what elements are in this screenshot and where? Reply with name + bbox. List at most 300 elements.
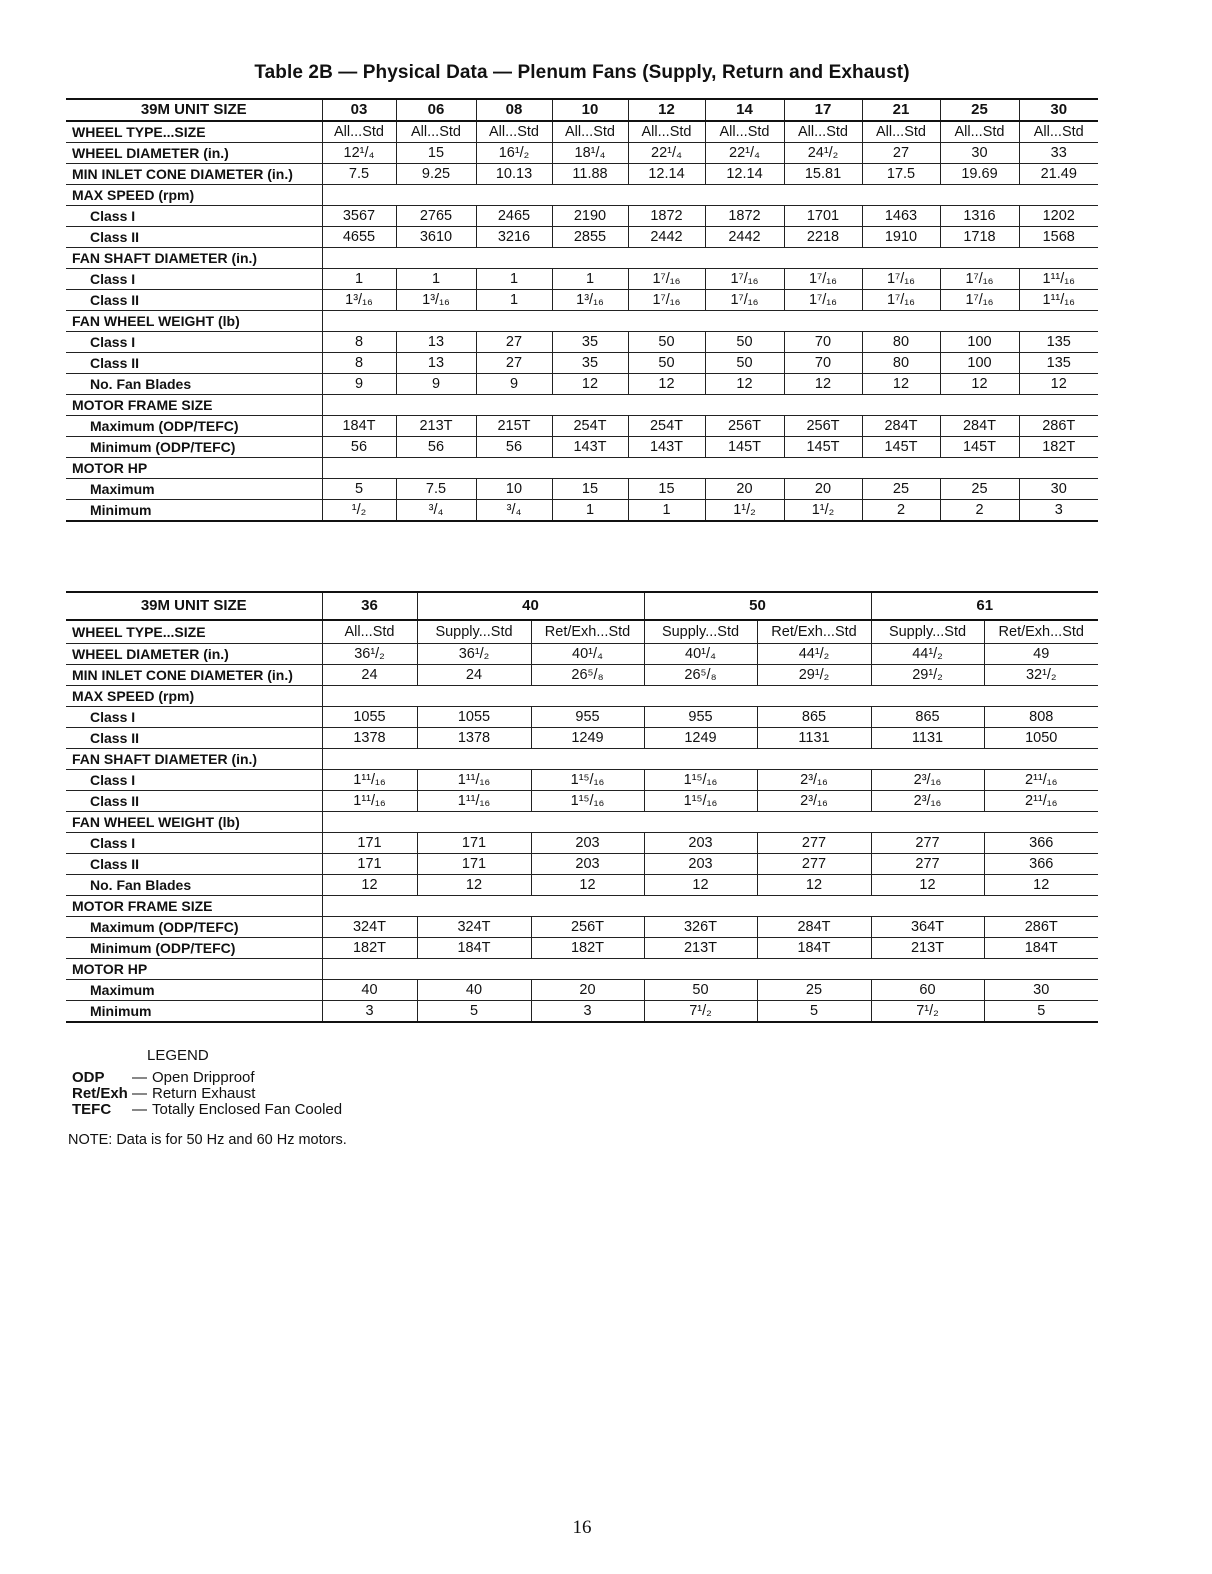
table-row bbox=[66, 980, 1098, 1001]
table-cell: 1⁷/₁₆ bbox=[940, 290, 1019, 311]
table-cell: 12 bbox=[531, 875, 644, 896]
table-cell: 1¹¹/₁₆ bbox=[1019, 290, 1098, 311]
table-cell: 171 bbox=[322, 854, 417, 875]
table-cell: All...Std bbox=[628, 121, 705, 143]
table-cell: 50 bbox=[628, 353, 705, 374]
table-cell: 40¹/₄ bbox=[644, 644, 757, 665]
row-label: No. Fan Blades bbox=[66, 374, 322, 395]
table-cell: 27 bbox=[476, 332, 552, 353]
section-spacer bbox=[322, 185, 1098, 206]
unit-size: 14 bbox=[705, 99, 784, 121]
table-cell: 30 bbox=[940, 143, 1019, 164]
table-cell: 24¹/₂ bbox=[784, 143, 862, 164]
table-row bbox=[66, 707, 1098, 728]
table-cell: 12 bbox=[552, 374, 628, 395]
table-cell: 17.5 bbox=[862, 164, 940, 185]
table-cell: 1¹⁵/₁₆ bbox=[644, 770, 757, 791]
table-cell: 4655 bbox=[322, 227, 396, 248]
table-row bbox=[66, 686, 1098, 707]
table-cell: 1131 bbox=[757, 728, 871, 749]
header-row bbox=[66, 592, 1098, 620]
table-cell: 70 bbox=[784, 332, 862, 353]
table-cell: 15.81 bbox=[784, 164, 862, 185]
table-cell: 5 bbox=[417, 1001, 531, 1023]
table-row bbox=[66, 812, 1098, 833]
row-label: No. Fan Blades bbox=[66, 875, 322, 896]
table-cell: 254T bbox=[628, 416, 705, 437]
table-cell: 25 bbox=[757, 980, 871, 1001]
table-cell: 865 bbox=[871, 707, 984, 728]
table-cell: 203 bbox=[531, 854, 644, 875]
table-cell: 2855 bbox=[552, 227, 628, 248]
table-cell: 1¹¹/₁₆ bbox=[322, 791, 417, 812]
table-row bbox=[66, 500, 1098, 522]
table-cell: 326T bbox=[644, 917, 757, 938]
row-label: Maximum bbox=[66, 980, 322, 1001]
table-cell: 1⁷/₁₆ bbox=[705, 290, 784, 311]
unit-size: 50 bbox=[644, 592, 871, 620]
table-cell: 1⁷/₁₆ bbox=[628, 269, 705, 290]
table-cell: 2442 bbox=[705, 227, 784, 248]
table-cell: 256T bbox=[784, 416, 862, 437]
table-cell: 44¹/₂ bbox=[871, 644, 984, 665]
table-row bbox=[66, 290, 1098, 311]
table-cell: 49 bbox=[984, 644, 1098, 665]
table-row bbox=[66, 620, 1098, 644]
table-cell: 213T bbox=[396, 416, 476, 437]
table-cell: 1 bbox=[476, 290, 552, 311]
table-row bbox=[66, 227, 1098, 248]
table-cell: 9 bbox=[322, 374, 396, 395]
table-cell: 1 bbox=[552, 500, 628, 522]
row-label: Minimum bbox=[66, 1001, 322, 1023]
table-cell: 9 bbox=[476, 374, 552, 395]
table-cell: 18¹/₄ bbox=[552, 143, 628, 164]
table-cell: ¹/₂ bbox=[322, 500, 396, 522]
row-label: Minimum bbox=[66, 500, 322, 522]
table-cell: 12 bbox=[862, 374, 940, 395]
table-row bbox=[66, 248, 1098, 269]
table-cell: 3216 bbox=[476, 227, 552, 248]
table-cell: 324T bbox=[417, 917, 531, 938]
table-cell: 135 bbox=[1019, 353, 1098, 374]
unit-size: 03 bbox=[322, 99, 396, 121]
legend-title: LEGEND bbox=[147, 1047, 209, 1064]
physical-data-table-large-units bbox=[66, 591, 1098, 1023]
row-label: Class II bbox=[66, 728, 322, 749]
unit-size-header: 39M UNIT SIZE bbox=[66, 592, 322, 620]
row-label: Class II bbox=[66, 353, 322, 374]
table-cell: 213T bbox=[644, 938, 757, 959]
table-cell: 1718 bbox=[940, 227, 1019, 248]
table-row bbox=[66, 644, 1098, 665]
table-row bbox=[66, 1001, 1098, 1023]
table-cell: 1¹¹/₁₆ bbox=[417, 770, 531, 791]
table-cell: 2¹¹/₁₆ bbox=[984, 791, 1098, 812]
table-cell: 1910 bbox=[862, 227, 940, 248]
table-row bbox=[66, 269, 1098, 290]
table-cell: 12 bbox=[628, 374, 705, 395]
table-row bbox=[66, 791, 1098, 812]
table-cell: 44¹/₂ bbox=[757, 644, 871, 665]
table-cell: 20 bbox=[784, 479, 862, 500]
table-cell: 1316 bbox=[940, 206, 1019, 227]
table-cell: 1872 bbox=[628, 206, 705, 227]
table-cell: 277 bbox=[757, 833, 871, 854]
table-row bbox=[66, 770, 1098, 791]
row-label: MOTOR HP bbox=[66, 959, 322, 980]
page-title: Table 2B — Physical Data — Plenum Fans (Supply, Return and Exhaust) bbox=[254, 62, 910, 83]
section-spacer bbox=[322, 686, 1098, 707]
table-cell: 1055 bbox=[417, 707, 531, 728]
table-cell: 33 bbox=[1019, 143, 1098, 164]
table-cell: 20 bbox=[531, 980, 644, 1001]
table-cell: All...Std bbox=[1019, 121, 1098, 143]
table-row bbox=[66, 395, 1098, 416]
table-cell: 56 bbox=[476, 437, 552, 458]
table-cell: 182T bbox=[1019, 437, 1098, 458]
table-cell: 50 bbox=[628, 332, 705, 353]
physical-data-table-small-units bbox=[66, 98, 1098, 522]
table-cell: Ret/Exh...Std bbox=[757, 620, 871, 644]
table-cell: All...Std bbox=[476, 121, 552, 143]
table-cell: 40 bbox=[322, 980, 417, 1001]
table-cell: 7¹/₂ bbox=[644, 1001, 757, 1023]
table-cell: 284T bbox=[862, 416, 940, 437]
table-row bbox=[66, 833, 1098, 854]
table-cell: 1 bbox=[628, 500, 705, 522]
table-cell: 8 bbox=[322, 332, 396, 353]
table-cell: 36¹/₂ bbox=[322, 644, 417, 665]
table-cell: 5 bbox=[757, 1001, 871, 1023]
table-cell: 35 bbox=[552, 353, 628, 374]
table-cell: 1⁷/₁₆ bbox=[784, 290, 862, 311]
table-cell: 1872 bbox=[705, 206, 784, 227]
table-cell: 12 bbox=[871, 875, 984, 896]
table-cell: 203 bbox=[644, 833, 757, 854]
table-cell: 26⁵/₈ bbox=[644, 665, 757, 686]
unit-size: 06 bbox=[396, 99, 476, 121]
table-cell: 7.5 bbox=[322, 164, 396, 185]
table-cell: 1⁷/₁₆ bbox=[940, 269, 1019, 290]
table-row bbox=[66, 959, 1098, 980]
unit-size: 10 bbox=[552, 99, 628, 121]
table-row bbox=[66, 206, 1098, 227]
table-row bbox=[66, 353, 1098, 374]
table-row bbox=[66, 458, 1098, 479]
table-row bbox=[66, 121, 1098, 143]
table-cell: 1249 bbox=[531, 728, 644, 749]
table-cell: 1701 bbox=[784, 206, 862, 227]
table-cell: 24 bbox=[322, 665, 417, 686]
table-cell: 1 bbox=[396, 269, 476, 290]
table-cell: 35 bbox=[552, 332, 628, 353]
table-cell: 182T bbox=[322, 938, 417, 959]
table-cell: 22¹/₄ bbox=[705, 143, 784, 164]
table-cell: 1³/₁₆ bbox=[552, 290, 628, 311]
table-cell: All...Std bbox=[940, 121, 1019, 143]
table-cell: 364T bbox=[871, 917, 984, 938]
row-label: Minimum (ODP/TEFC) bbox=[66, 437, 322, 458]
table-cell: Ret/Exh...Std bbox=[984, 620, 1098, 644]
table-cell: 12 bbox=[940, 374, 1019, 395]
table-cell: 12 bbox=[644, 875, 757, 896]
table-cell: 40¹/₄ bbox=[531, 644, 644, 665]
table-cell: 277 bbox=[871, 854, 984, 875]
table-row bbox=[66, 143, 1098, 164]
table-cell: 10 bbox=[476, 479, 552, 500]
table-cell: 1⁷/₁₆ bbox=[862, 290, 940, 311]
table-cell: All...Std bbox=[705, 121, 784, 143]
table-row bbox=[66, 854, 1098, 875]
unit-size-header: 39M UNIT SIZE bbox=[66, 99, 322, 121]
table-cell: 7.5 bbox=[396, 479, 476, 500]
table-cell: 5 bbox=[984, 1001, 1098, 1023]
table-cell: 215T bbox=[476, 416, 552, 437]
row-label: MOTOR HP bbox=[66, 458, 322, 479]
unit-size: 08 bbox=[476, 99, 552, 121]
table-cell: 1202 bbox=[1019, 206, 1098, 227]
table-cell: 29¹/₂ bbox=[757, 665, 871, 686]
table-cell: 3 bbox=[531, 1001, 644, 1023]
table-cell: 1¹¹/₁₆ bbox=[417, 791, 531, 812]
table-cell: Supply...Std bbox=[871, 620, 984, 644]
table-cell: 1⁷/₁₆ bbox=[862, 269, 940, 290]
table-cell: 1⁷/₁₆ bbox=[705, 269, 784, 290]
row-label: MAX SPEED (rpm) bbox=[66, 686, 322, 707]
unit-size: 30 bbox=[1019, 99, 1098, 121]
table-cell: 213T bbox=[871, 938, 984, 959]
row-label: WHEEL DIAMETER (in.) bbox=[66, 143, 322, 164]
legend-abbr: ODP bbox=[72, 1069, 105, 1086]
table-cell: 1¹¹/₁₆ bbox=[1019, 269, 1098, 290]
table-cell: 50 bbox=[644, 980, 757, 1001]
table-cell: 1050 bbox=[984, 728, 1098, 749]
table-note: NOTE: Data is for 50 Hz and 60 Hz motors. bbox=[68, 1132, 347, 1148]
table-cell: 32¹/₂ bbox=[984, 665, 1098, 686]
table-cell: 1378 bbox=[322, 728, 417, 749]
table-cell: 12.14 bbox=[628, 164, 705, 185]
table-cell: Ret/Exh...Std bbox=[531, 620, 644, 644]
table-cell: 1⁷/₁₆ bbox=[784, 269, 862, 290]
table-cell: 80 bbox=[862, 353, 940, 374]
table-cell: 284T bbox=[940, 416, 1019, 437]
table-cell: 80 bbox=[862, 332, 940, 353]
table-cell: ³/₄ bbox=[396, 500, 476, 522]
table-cell: 203 bbox=[531, 833, 644, 854]
table-cell: 145T bbox=[862, 437, 940, 458]
table-cell: 12.14 bbox=[705, 164, 784, 185]
table-row bbox=[66, 896, 1098, 917]
table-cell: 70 bbox=[784, 353, 862, 374]
table-cell: 2³/₁₆ bbox=[871, 791, 984, 812]
table-cell: All...Std bbox=[322, 121, 396, 143]
table-cell: 50 bbox=[705, 353, 784, 374]
table-cell: 1 bbox=[476, 269, 552, 290]
table-cell: 27 bbox=[862, 143, 940, 164]
table-cell: 955 bbox=[644, 707, 757, 728]
table-cell: 13 bbox=[396, 332, 476, 353]
legend-item bbox=[72, 1102, 342, 1118]
table-cell: 203 bbox=[644, 854, 757, 875]
table-cell: 277 bbox=[871, 833, 984, 854]
legend-desc: Totally Enclosed Fan Cooled bbox=[152, 1101, 343, 1118]
row-label: WHEEL TYPE...SIZE bbox=[66, 121, 322, 143]
row-label: MAX SPEED (rpm) bbox=[66, 185, 322, 206]
table-cell: 25 bbox=[940, 479, 1019, 500]
row-label: Maximum bbox=[66, 479, 322, 500]
table-cell: Supply...Std bbox=[417, 620, 531, 644]
unit-size: 40 bbox=[417, 592, 644, 620]
table-cell: 100 bbox=[940, 332, 1019, 353]
table-cell: 1⁷/₁₆ bbox=[628, 290, 705, 311]
table-cell: 254T bbox=[552, 416, 628, 437]
table-cell: 808 bbox=[984, 707, 1098, 728]
table-cell: 145T bbox=[705, 437, 784, 458]
table-cell: 2 bbox=[862, 500, 940, 522]
table-cell: 50 bbox=[705, 332, 784, 353]
section-spacer bbox=[322, 311, 1098, 332]
table-cell: 12 bbox=[984, 875, 1098, 896]
table-cell: 2 bbox=[940, 500, 1019, 522]
table-cell: All...Std bbox=[862, 121, 940, 143]
table-cell: 184T bbox=[757, 938, 871, 959]
table-cell: 10.13 bbox=[476, 164, 552, 185]
table-cell: 1³/₁₆ bbox=[322, 290, 396, 311]
legend-abbr: TEFC bbox=[72, 1101, 112, 1118]
section-spacer bbox=[322, 458, 1098, 479]
row-label: Class I bbox=[66, 770, 322, 791]
table-cell: 324T bbox=[322, 917, 417, 938]
table-cell: 1¹⁵/₁₆ bbox=[531, 770, 644, 791]
table-cell: 277 bbox=[757, 854, 871, 875]
table-cell: 286T bbox=[1019, 416, 1098, 437]
table-row bbox=[66, 917, 1098, 938]
legend-dash: — bbox=[132, 1085, 147, 1102]
row-label: MOTOR FRAME SIZE bbox=[66, 395, 322, 416]
table-cell: 7¹/₂ bbox=[871, 1001, 984, 1023]
row-label: Class I bbox=[66, 269, 322, 290]
table-cell: 22¹/₄ bbox=[628, 143, 705, 164]
table-cell: 1378 bbox=[417, 728, 531, 749]
table-cell: 15 bbox=[552, 479, 628, 500]
table-cell: 1¹/₂ bbox=[705, 500, 784, 522]
unit-size: 36 bbox=[322, 592, 417, 620]
table-row bbox=[66, 332, 1098, 353]
row-label: Class I bbox=[66, 206, 322, 227]
table-row bbox=[66, 374, 1098, 395]
table-cell: 955 bbox=[531, 707, 644, 728]
table-cell: 2218 bbox=[784, 227, 862, 248]
table-cell: 1 bbox=[322, 269, 396, 290]
table-cell: 184T bbox=[322, 416, 396, 437]
table-cell: 3610 bbox=[396, 227, 476, 248]
table-cell: 1¹⁵/₁₆ bbox=[644, 791, 757, 812]
row-label: FAN SHAFT DIAMETER (in.) bbox=[66, 248, 322, 269]
table-cell: 2¹¹/₁₆ bbox=[984, 770, 1098, 791]
table-cell: 2190 bbox=[552, 206, 628, 227]
table-cell: 36¹/₂ bbox=[417, 644, 531, 665]
table-cell: 12 bbox=[1019, 374, 1098, 395]
row-label: MOTOR FRAME SIZE bbox=[66, 896, 322, 917]
row-label: Class II bbox=[66, 227, 322, 248]
table-cell: 11.88 bbox=[552, 164, 628, 185]
table-cell: 29¹/₂ bbox=[871, 665, 984, 686]
unit-size: 21 bbox=[862, 99, 940, 121]
table-cell: 2³/₁₆ bbox=[871, 770, 984, 791]
table-cell: 26⁵/₈ bbox=[531, 665, 644, 686]
row-label: FAN WHEEL WEIGHT (lb) bbox=[66, 812, 322, 833]
table-cell: 27 bbox=[476, 353, 552, 374]
table-cell: 30 bbox=[1019, 479, 1098, 500]
table-cell: 24 bbox=[417, 665, 531, 686]
section-spacer bbox=[322, 395, 1098, 416]
table-cell: 9.25 bbox=[396, 164, 476, 185]
table-row bbox=[66, 749, 1098, 770]
table-cell: 3567 bbox=[322, 206, 396, 227]
legend-item bbox=[72, 1070, 342, 1086]
legend-abbr: Ret/Exh bbox=[72, 1085, 128, 1102]
table-cell: 145T bbox=[940, 437, 1019, 458]
table-cell: 16¹/₂ bbox=[476, 143, 552, 164]
table-cell: 145T bbox=[784, 437, 862, 458]
unit-size: 61 bbox=[871, 592, 1098, 620]
unit-size: 12 bbox=[628, 99, 705, 121]
table-row bbox=[66, 311, 1098, 332]
table-cell: 12 bbox=[757, 875, 871, 896]
table-cell: 1463 bbox=[862, 206, 940, 227]
table-cell: 184T bbox=[417, 938, 531, 959]
table-cell: 15 bbox=[628, 479, 705, 500]
unit-size: 17 bbox=[784, 99, 862, 121]
table-cell: 40 bbox=[417, 980, 531, 1001]
row-label: FAN SHAFT DIAMETER (in.) bbox=[66, 749, 322, 770]
section-spacer bbox=[322, 749, 1098, 770]
table-cell: 5 bbox=[322, 479, 396, 500]
table-cell: 256T bbox=[705, 416, 784, 437]
table-cell: All...Std bbox=[784, 121, 862, 143]
table-cell: 1055 bbox=[322, 707, 417, 728]
table-cell: 135 bbox=[1019, 332, 1098, 353]
table-cell: 171 bbox=[417, 854, 531, 875]
row-label: Class I bbox=[66, 332, 322, 353]
table-cell: 15 bbox=[396, 143, 476, 164]
legend-dash: — bbox=[132, 1069, 147, 1086]
table-row bbox=[66, 938, 1098, 959]
table-cell: 182T bbox=[531, 938, 644, 959]
row-label: Class I bbox=[66, 707, 322, 728]
table-cell: 1249 bbox=[644, 728, 757, 749]
row-label: Class I bbox=[66, 833, 322, 854]
table-cell: 184T bbox=[984, 938, 1098, 959]
table-cell: 1 bbox=[552, 269, 628, 290]
row-label: Class II bbox=[66, 791, 322, 812]
page-number: 16 bbox=[572, 1517, 592, 1538]
legend-desc: Open Dripproof bbox=[152, 1069, 255, 1086]
table-cell: ³/₄ bbox=[476, 500, 552, 522]
table-row bbox=[66, 164, 1098, 185]
table-cell: 171 bbox=[417, 833, 531, 854]
row-label: MIN INLET CONE DIAMETER (in.) bbox=[66, 665, 322, 686]
row-label: FAN WHEEL WEIGHT (lb) bbox=[66, 311, 322, 332]
table-row bbox=[66, 437, 1098, 458]
table-cell: 3 bbox=[1019, 500, 1098, 522]
table-cell: 12 bbox=[705, 374, 784, 395]
row-label: Maximum (ODP/TEFC) bbox=[66, 917, 322, 938]
table-cell: 366 bbox=[984, 833, 1098, 854]
header-row bbox=[66, 99, 1098, 121]
table-cell: 1³/₁₆ bbox=[396, 290, 476, 311]
